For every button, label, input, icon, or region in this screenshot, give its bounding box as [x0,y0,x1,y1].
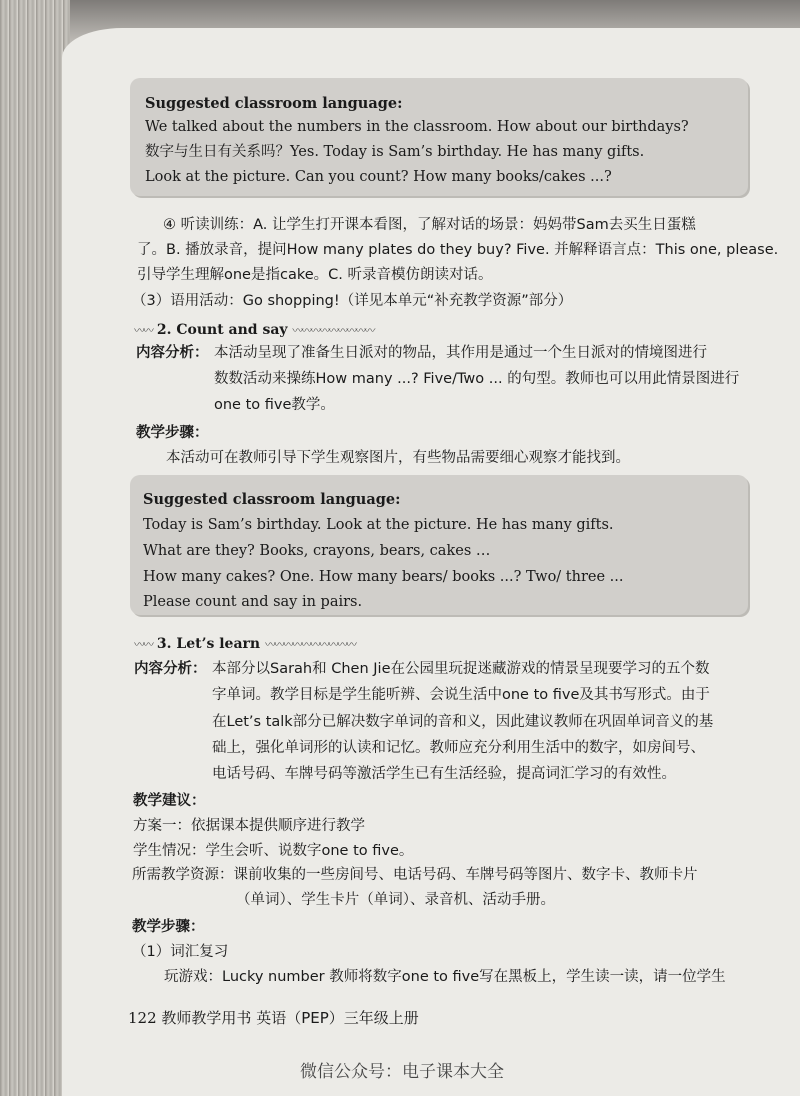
section3-resources-2: （单词）、学生卡片（单词）、录音机、活动手册。 [236,892,555,908]
watermark: 微信公众号：电子课本大全 [300,1062,504,1082]
wave-ornament-right: 〰〰〰〰〰〰〰〰〰 [292,324,374,337]
pragmatic-activity: （3）语用活动：Go shopping!（详见本单元“补充教学资源”部分） [132,293,573,309]
section3-analysis-line-5: 电话号码、车牌号码等激活学生已有生活经验，提高词汇学习的有效性。 [212,766,676,782]
box1-heading: Suggested classroom language: [145,95,403,112]
section-3-title: 〰〰 3. Let’s learn 〰〰〰〰〰〰〰〰〰〰 [134,636,355,652]
wave-ornament-left: 〰〰 [134,324,152,337]
page-footer [128,1007,419,1028]
section3-analysis-label: 内容分析： [134,661,207,677]
section2-analysis-label: 内容分析： [136,345,209,361]
box1-line-2: 数字与生日有关系吗？Yes. Today is Sam’s birthday. He has many gifts. [145,144,645,160]
listening-step-cont-2: 引导学生理解one是指cake。C. 听录音模仿朗读对话。 [137,267,493,283]
box2-heading: Suggested classroom language: [143,491,401,508]
page-number: 122 [128,1009,157,1027]
section-2-title: 〰〰 2. Count and say 〰〰〰〰〰〰〰〰〰 [134,322,374,338]
section3-step-1: （1）词汇复习 [132,944,229,960]
section3-resources-1: 所需教学资源：课前收集的一些房间号、电话号码、车牌号码等图片、数字卡、教师卡片 [132,867,698,883]
section3-analysis-line-1: 本部分以Sarah和 Chen Jie在公园里玩捉迷藏游戏的情景呈现要学习的五个数 [212,661,710,677]
listening-step: ④ 听读训练：A. 让学生打开课本看图，了解对话的场景：妈妈带Sam去买生日蛋糕 [163,217,696,233]
box2-line-2: What are they? Books, crayons, bears, cakes … [143,543,491,559]
box2-line-1: Today is Sam’s birthday. Look at the picture. He has many gifts. [143,517,614,533]
section2-steps-text: 本活动可在教师引导下学生观察图片，有些物品需要细心观察才能找到。 [166,450,630,466]
book-title: 教师教学用书 英语（PEP）三年级上册 [161,1009,419,1027]
box1-line-3: Look at the picture. Can you count? How many books/cakes ...? [145,169,612,185]
section3-plan: 方案一：依据课本提供顺序进行教学 [133,818,365,834]
box2-line-4: Please count and say in pairs. [143,594,363,610]
section3-suggest-label: 教学建议： [133,793,206,809]
page-stack-edges [0,0,70,1096]
section2-analysis-line-2: 数数活动来操练How many ...? Five/Two ... 的句型。教师也可以用此情景图进行 [214,371,740,387]
section3-analysis-line-3: 在Let’s talk部分已解决数字单词的音和义，因此建议教师在巩固单词音义的基 [212,714,714,730]
wave-ornament-right: 〰〰〰〰〰〰〰〰〰〰 [264,638,355,651]
section3-analysis-line-2: 字单词。教学目标是学生能听辨、会说生活中one to five及其书写形式。由于 [212,687,710,703]
section3-game: 玩游戏：Lucky number 教师将数字one to five写在黑板上，学生读一读，请一位学生 [164,969,726,985]
section2-analysis-line-3: one to five教学。 [214,397,335,413]
wave-ornament-left: 〰〰 [134,638,152,651]
section3-analysis-line-4: 础上，强化单词形的认读和记忆。教师应充分利用生活中的数字，如房间号、 [212,740,705,756]
section2-steps-label: 教学步骤： [136,425,209,441]
section3-student: 学生情况：学生会听、说数字one to five。 [133,843,414,859]
listening-step-cont-1: 了。B. 播放录音，提问How many plates do they buy? Five. 并解释语言点：This one, please. [137,242,779,258]
section3-steps-label: 教学步骤： [132,919,205,935]
section2-analysis-line-1: 本活动呈现了准备生日派对的物品，其作用是通过一个生日派对的情境图进行 [214,345,707,361]
box2-line-3: How many cakes? One. How many bears/ books ...? Two/ three ... [143,569,624,585]
box1-line-1: We talked about the numbers in the classroom. How about our birthdays? [145,119,689,135]
